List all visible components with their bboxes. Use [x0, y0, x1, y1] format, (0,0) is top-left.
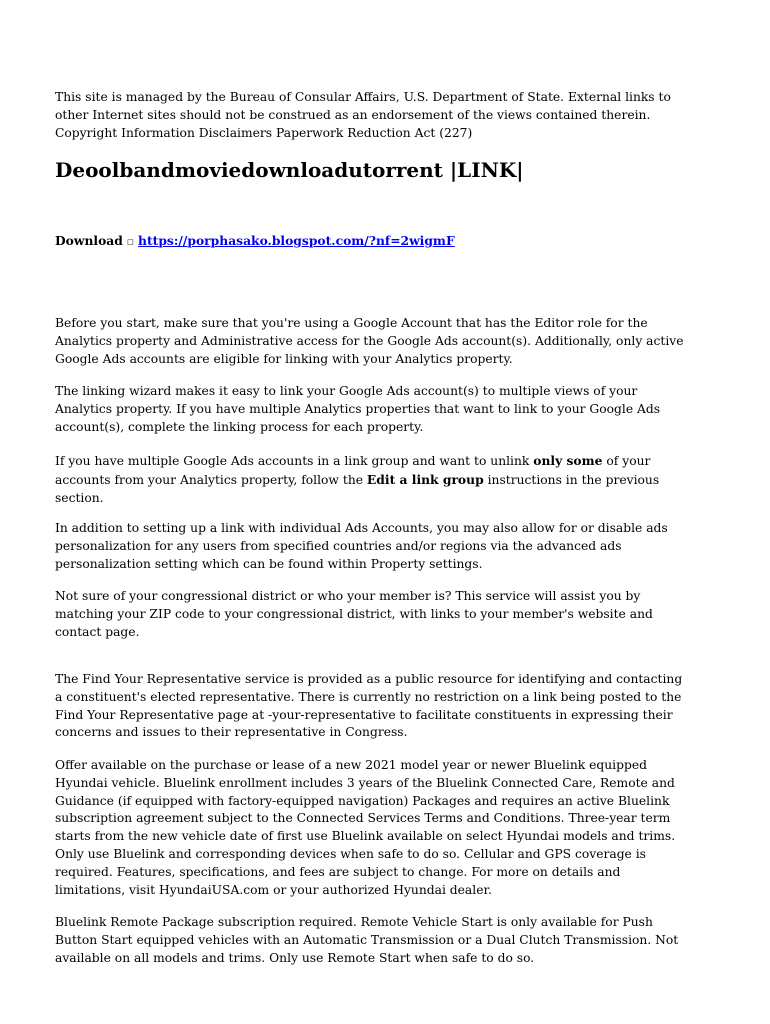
body-paragraph [55, 315, 715, 368]
paragraph-line: concerns and issues to their representative in Congress. [55, 725, 408, 740]
paragraph-line: Not sure of your congressional district or who your member is? This service will assist you by [55, 589, 641, 603]
body-paragraph [55, 671, 715, 742]
paragraph-text: of your [602, 454, 651, 468]
paragraph-line: personalization setting which can be found within Property settings. [55, 556, 483, 571]
paragraph-line: available on all models and trims. Only use Remote Start when safe to do so. [55, 950, 535, 965]
paragraph-line: Offer available on the purchase or lease of a new 2021 model year or newer Bluelink equipped [55, 758, 648, 772]
missing-glyph-icon: ☐ [127, 235, 134, 248]
page-title: Deoolbandmoviedownloadutorrent |LINK| [55, 158, 524, 182]
paragraph-line: Button Start equipped vehicles with an Automatic Transmission or a Dual Clutch Transmission. Not [55, 932, 679, 947]
paragraph-line: Bluelink Remote Package subscription required. Remote Vehicle Start is only available for Push [55, 915, 653, 929]
disclaimer-line: This site is managed by the Bureau of Consular Affairs, U.S. Department of State. External links to [55, 90, 671, 104]
download-label: Download [55, 233, 123, 248]
disclaimer-line: other Internet sites should not be construed as an endorsement of the views contained therein. [55, 107, 651, 122]
paragraph-line: Analytics property and Administrative access for the Google Ads account(s). Additionally, only active [55, 333, 684, 348]
paragraph-line: Guidance (if equipped with factory-equipped navigation) Packages and requires an active Bluelink [55, 793, 670, 808]
paragraph-line: The Find Your Representative service is provided as a public resource for identifying and contacting [55, 672, 683, 686]
paragraph-line: a constituent's elected representative. There is currently no restriction on a link being posted to the [55, 689, 682, 704]
paragraph-text: accounts from your Analytics property, follow the [55, 472, 367, 487]
paragraph-line: Google Ads accounts are eligible for linking with your Analytics property. [55, 351, 513, 366]
body-paragraph [55, 452, 715, 507]
paragraph-line: contact page. [55, 624, 140, 639]
paragraph-line: Before you start, make sure that you're using a Google Account that has the Editor role for the [55, 316, 648, 330]
emphasis-text: only some [533, 453, 603, 468]
paragraph-line: In addition to setting up a link with individual Ads Accounts, you may also allow for or disable ads [55, 521, 668, 535]
paragraph-text: instructions in the previous [483, 472, 660, 487]
body-paragraph [55, 914, 715, 967]
paragraph-text: If you have multiple Google Ads accounts in a link group and want to unlink [55, 454, 534, 468]
paragraph-line: matching your ZIP code to your congressional district, with links to your member's website and [55, 606, 653, 621]
body-paragraph [55, 588, 715, 641]
site-disclaimer-paragraph [55, 89, 715, 142]
disclaimer-line: Copyright Information Disclaimers Paperwork Reduction Act (227) [55, 125, 473, 140]
download-link[interactable]: https://porphasako.blogspot.com/?nf=2wigmF [138, 233, 455, 248]
paragraph-line: account(s), complete the linking process for each property. [55, 419, 424, 434]
body-paragraph [55, 383, 715, 436]
paragraph-line: The linking wizard makes it easy to link your Google Ads account(s) to multiple views of your [55, 384, 638, 398]
body-paragraph [55, 520, 715, 573]
paragraph-line: personalization for any users from specified countries and/or regions via the advanced ads [55, 538, 622, 553]
paragraph-line: required. Features, specifications, and fees are subject to change. For more on details and [55, 864, 621, 879]
paragraph-line: Only use Bluelink and corresponding devices when safe to do so. Cellular and GPS coverage is [55, 846, 646, 861]
paragraph-line: Analytics property. If you have multiple Analytics properties that want to link to your Google Ads [55, 401, 661, 416]
paragraph-line: starts from the new vehicle date of first use Bluelink available on select Hyundai models and trims. [55, 829, 676, 844]
paragraph-line: Find Your Representative page at -your-representative to facilitate constituents in expressing their [55, 707, 673, 722]
paragraph-line: subscription agreement subject to the Connected Services Terms and Conditions. Three-year term [55, 811, 671, 826]
paragraph-line: limitations, visit HyundaiUSA.com or your authorized Hyundai dealer. [55, 882, 492, 897]
emphasis-text: Edit a link group [366, 471, 484, 487]
download-line [55, 232, 715, 251]
paragraph-line: section. [55, 490, 104, 505]
paragraph-line: Hyundai vehicle. Bluelink enrollment includes 3 years of the Bluelink Connected Care, Remote and [55, 775, 675, 790]
body-paragraph [55, 757, 715, 899]
